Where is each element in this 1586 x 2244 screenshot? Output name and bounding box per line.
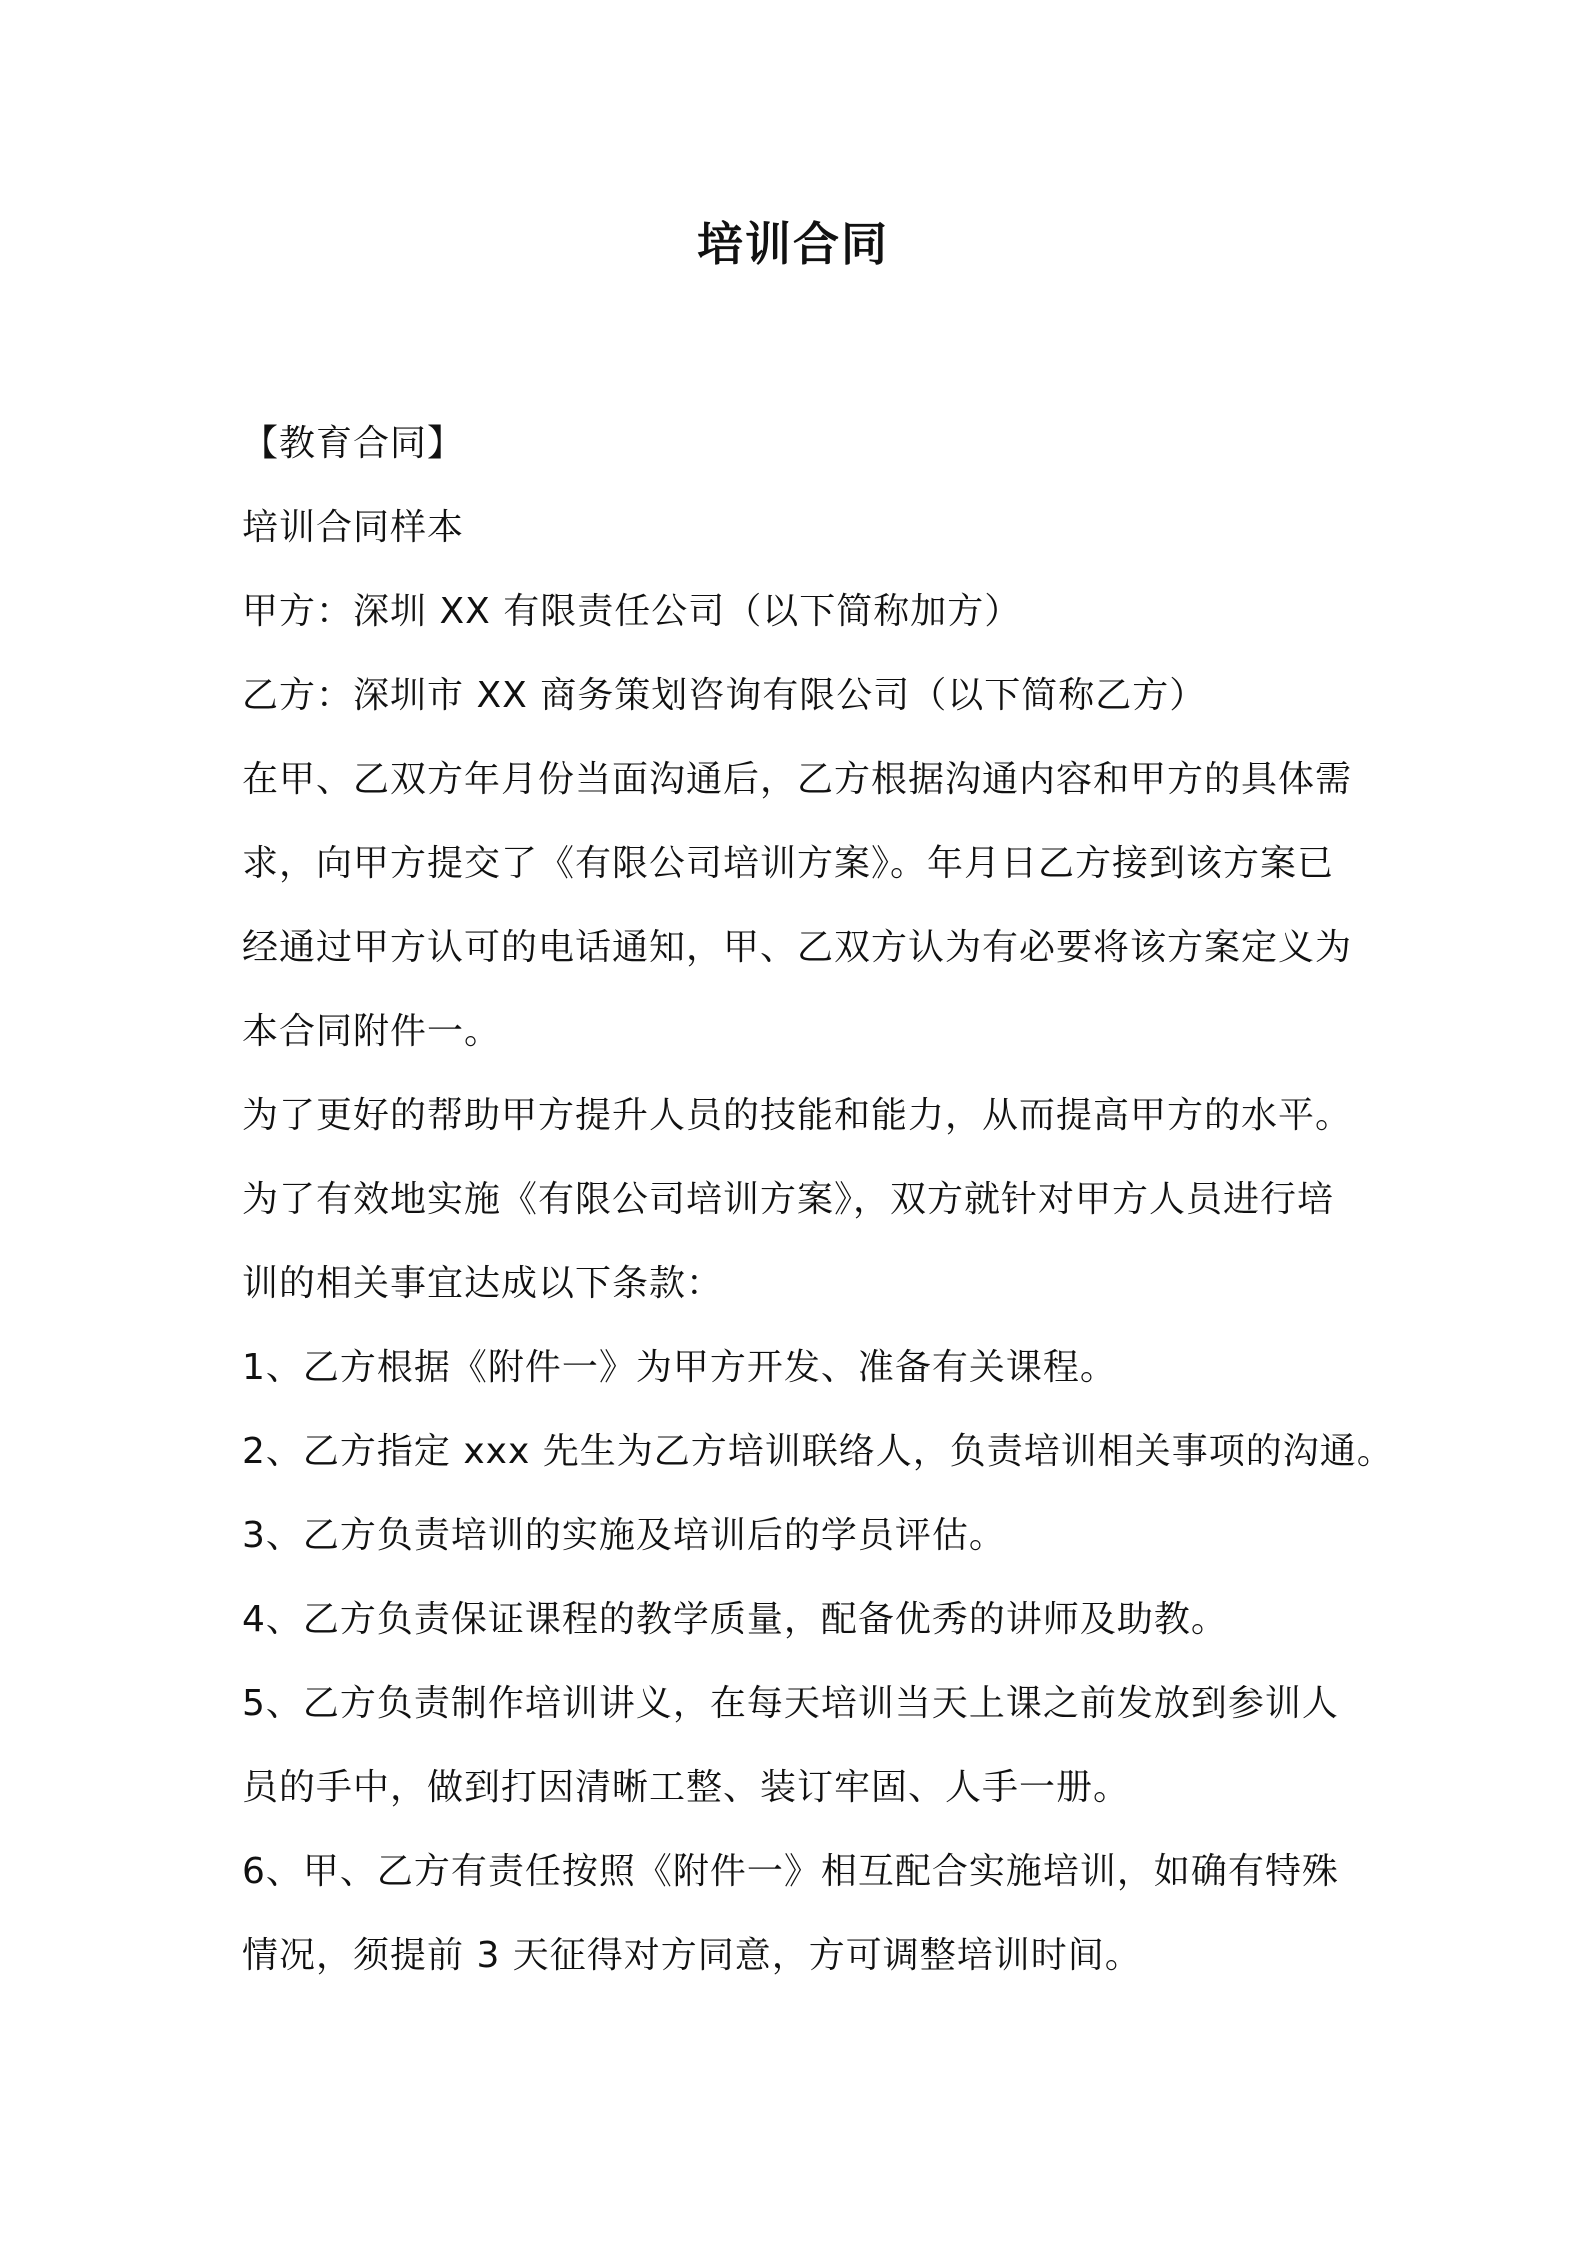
paragraph-line: 在甲、乙双方年月份当面沟通后，乙方根据沟通内容和甲方的具体需 xyxy=(242,759,1353,800)
clause-6: 6、甲、乙方有责任按照《附件一》相互配合实施培训，如确有特殊 xyxy=(242,1851,1339,1892)
paragraph-line: 为了更好的帮助甲方提升人员的技能和能力，从而提高甲方的水平。 xyxy=(242,1095,1353,1136)
clause-5: 5、乙方负责制作培训讲义，在每天培训当天上课之前发放到参训人 xyxy=(242,1683,1339,1724)
section-heading: 【教育合同】 xyxy=(242,423,465,464)
contract-subtitle: 培训合同样本 xyxy=(242,507,465,548)
clause-1: 1、乙方根据《附件一》为甲方开发、准备有关课程。 xyxy=(242,1347,1117,1388)
clause-6-continued: 情况，须提前 3 天征得对方同意，方可调整培训时间。 xyxy=(242,1935,1142,1976)
document-body xyxy=(242,402,1394,1998)
document-title: 培训合同 xyxy=(697,217,889,271)
paragraph-line: 为了有效地实施《有限公司培训方案》，双方就针对甲方人员进行培 xyxy=(242,1179,1335,1220)
party-b: 乙方：深圳市 XX 商务策划咨询有限公司（以下简称乙方） xyxy=(242,675,1207,716)
paragraph-line: 本合同附件一。 xyxy=(242,1011,502,1052)
paragraph-line: 训的相关事宜达成以下条款： xyxy=(242,1263,724,1304)
clause-4: 4、乙方负责保证课程的教学质量，配备优秀的讲师及助教。 xyxy=(242,1599,1228,1640)
paragraph-line: 经通过甲方认可的电话通知，甲、乙双方认为有必要将该方案定义为 xyxy=(242,927,1353,968)
clause-3: 3、乙方负责培训的实施及培训后的学员评估。 xyxy=(242,1515,1006,1556)
clause-2: 2、乙方指定 xxx 先生为乙方培训联络人，负责培训相关事项的沟通。 xyxy=(242,1431,1394,1472)
clause-5-continued: 员的手中，做到打因清晰工整、装订牢固、人手一册。 xyxy=(242,1767,1131,1808)
party-a: 甲方：深圳 XX 有限责任公司（以下简称加方） xyxy=(242,591,1022,632)
paragraph-line: 求，向甲方提交了《有限公司培训方案》。年月日乙方接到该方案已 xyxy=(242,843,1335,884)
